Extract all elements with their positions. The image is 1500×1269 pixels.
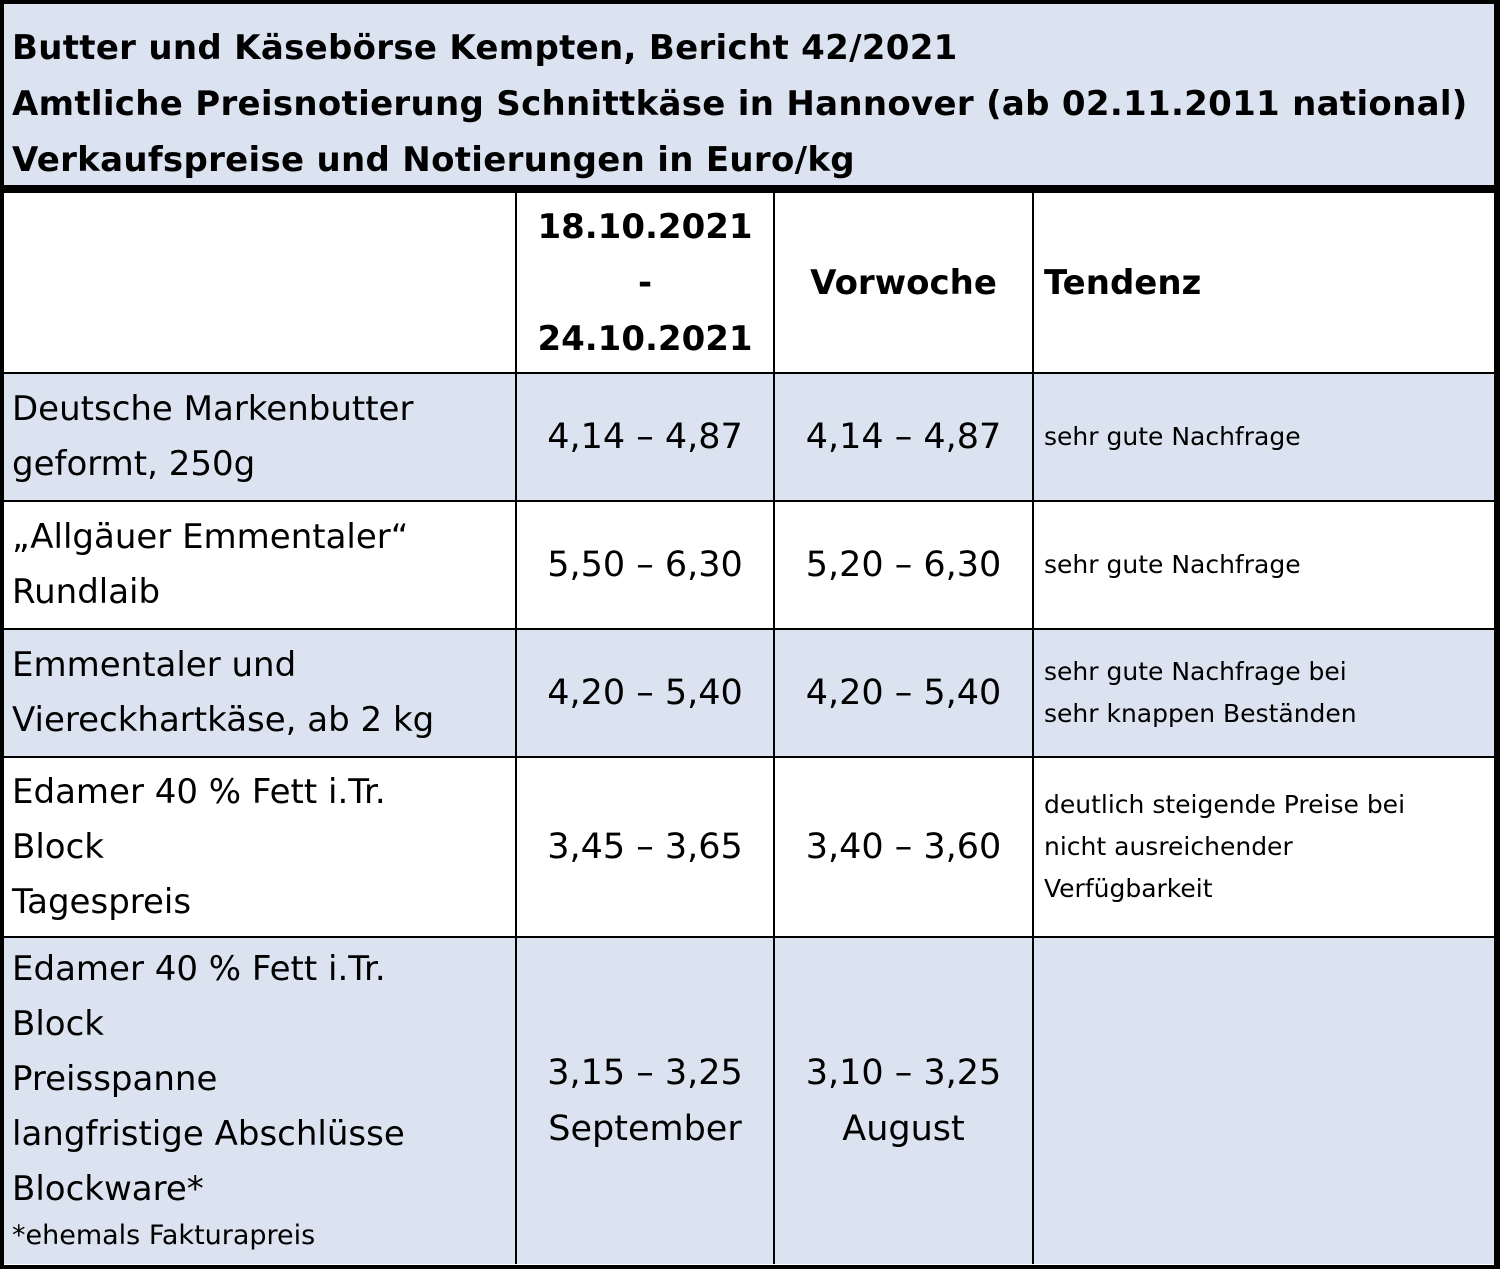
period-separator: - [637,262,653,303]
previous-price: 4,20 – 5,40 [774,629,1033,757]
label-line: Rundlaib [12,572,161,612]
current-price: 5,50 – 6,30 [516,501,774,629]
period-from: 18.10.2021 [537,206,753,247]
trend-line: sehr knappen Beständen [1044,699,1357,728]
table-row [4,757,1494,937]
label-line: Block [12,1004,104,1044]
previous-price: 3,40 – 3,60 [774,757,1033,937]
table-row [4,937,1494,1264]
row-label [4,757,516,937]
current-price: 4,20 – 5,40 [516,629,774,757]
price-range: 3,15 – 3,25 [547,1053,743,1093]
trend-line: nicht ausreichender [1044,832,1293,861]
row-label [4,373,516,501]
label-line: Edamer 40 % Fett i.Tr. [12,949,386,989]
trend-line: deutlich steigende Preise bei [1044,790,1406,819]
current-price: 3,45 – 3,65 [516,757,774,937]
header-trend: Tendenz [1033,192,1494,373]
report-title: Butter und Käsebörse Kempten, Bericht 42/2021 [12,28,958,68]
label-line: Emmentaler und [12,645,297,685]
footnote: *ehemals Fakturapreis [12,1220,316,1251]
report-unit-note: Verkaufspreise und Notierungen in Euro/kg [12,140,855,180]
report-subtitle: Amtliche Preisnotierung Schnittkäse in Hannover (ab 02.11.2011 national) [12,84,1468,124]
report-header [4,4,1494,191]
previous-price: 5,20 – 6,30 [774,501,1033,629]
trend-line: Verfügbarkeit [1044,874,1213,903]
label-line: geformt, 250g [12,444,256,484]
price-table [4,191,1494,1264]
trend-text: sehr gute Nachfrage [1033,373,1494,501]
trend-text [1033,629,1494,757]
label-line: Block [12,826,104,867]
header-previous-week: Vorwoche [774,192,1033,373]
previous-price: 4,14 – 4,87 [774,373,1033,501]
label-line: Blockware* [12,1169,204,1209]
price-month: August [842,1109,965,1149]
table-row [4,501,1494,629]
label-line: Edamer 40 % Fett i.Tr. [12,771,386,812]
price-range: 3,10 – 3,25 [805,1053,1002,1093]
table-row [4,629,1494,757]
header-empty-cell [4,192,516,373]
trend-line: sehr gute Nachfrage bei [1044,657,1347,686]
period-to: 24.10.2021 [537,318,753,359]
label-line: Preisspanne [12,1059,218,1099]
label-line: Deutsche Markenbutter [12,389,414,429]
label-line: „Allgäuer Emmentaler“ [12,517,409,557]
table-row [4,373,1494,501]
trend-text: sehr gute Nachfrage [1033,501,1494,629]
current-price: 4,14 – 4,87 [516,373,774,501]
row-label [4,501,516,629]
current-price [516,937,774,1264]
price-month: September [548,1109,742,1149]
trend-text-empty [1033,937,1494,1264]
header-current-period [516,192,774,373]
label-line: Viereckhartkäse, ab 2 kg [12,700,435,740]
row-label [4,629,516,757]
trend-text [1033,757,1494,937]
previous-price [774,937,1033,1264]
row-label [4,937,516,1264]
label-line: Tagespreis [12,881,192,922]
label-line: langfristige Abschlüsse [12,1114,405,1154]
table-header-row [4,192,1494,373]
